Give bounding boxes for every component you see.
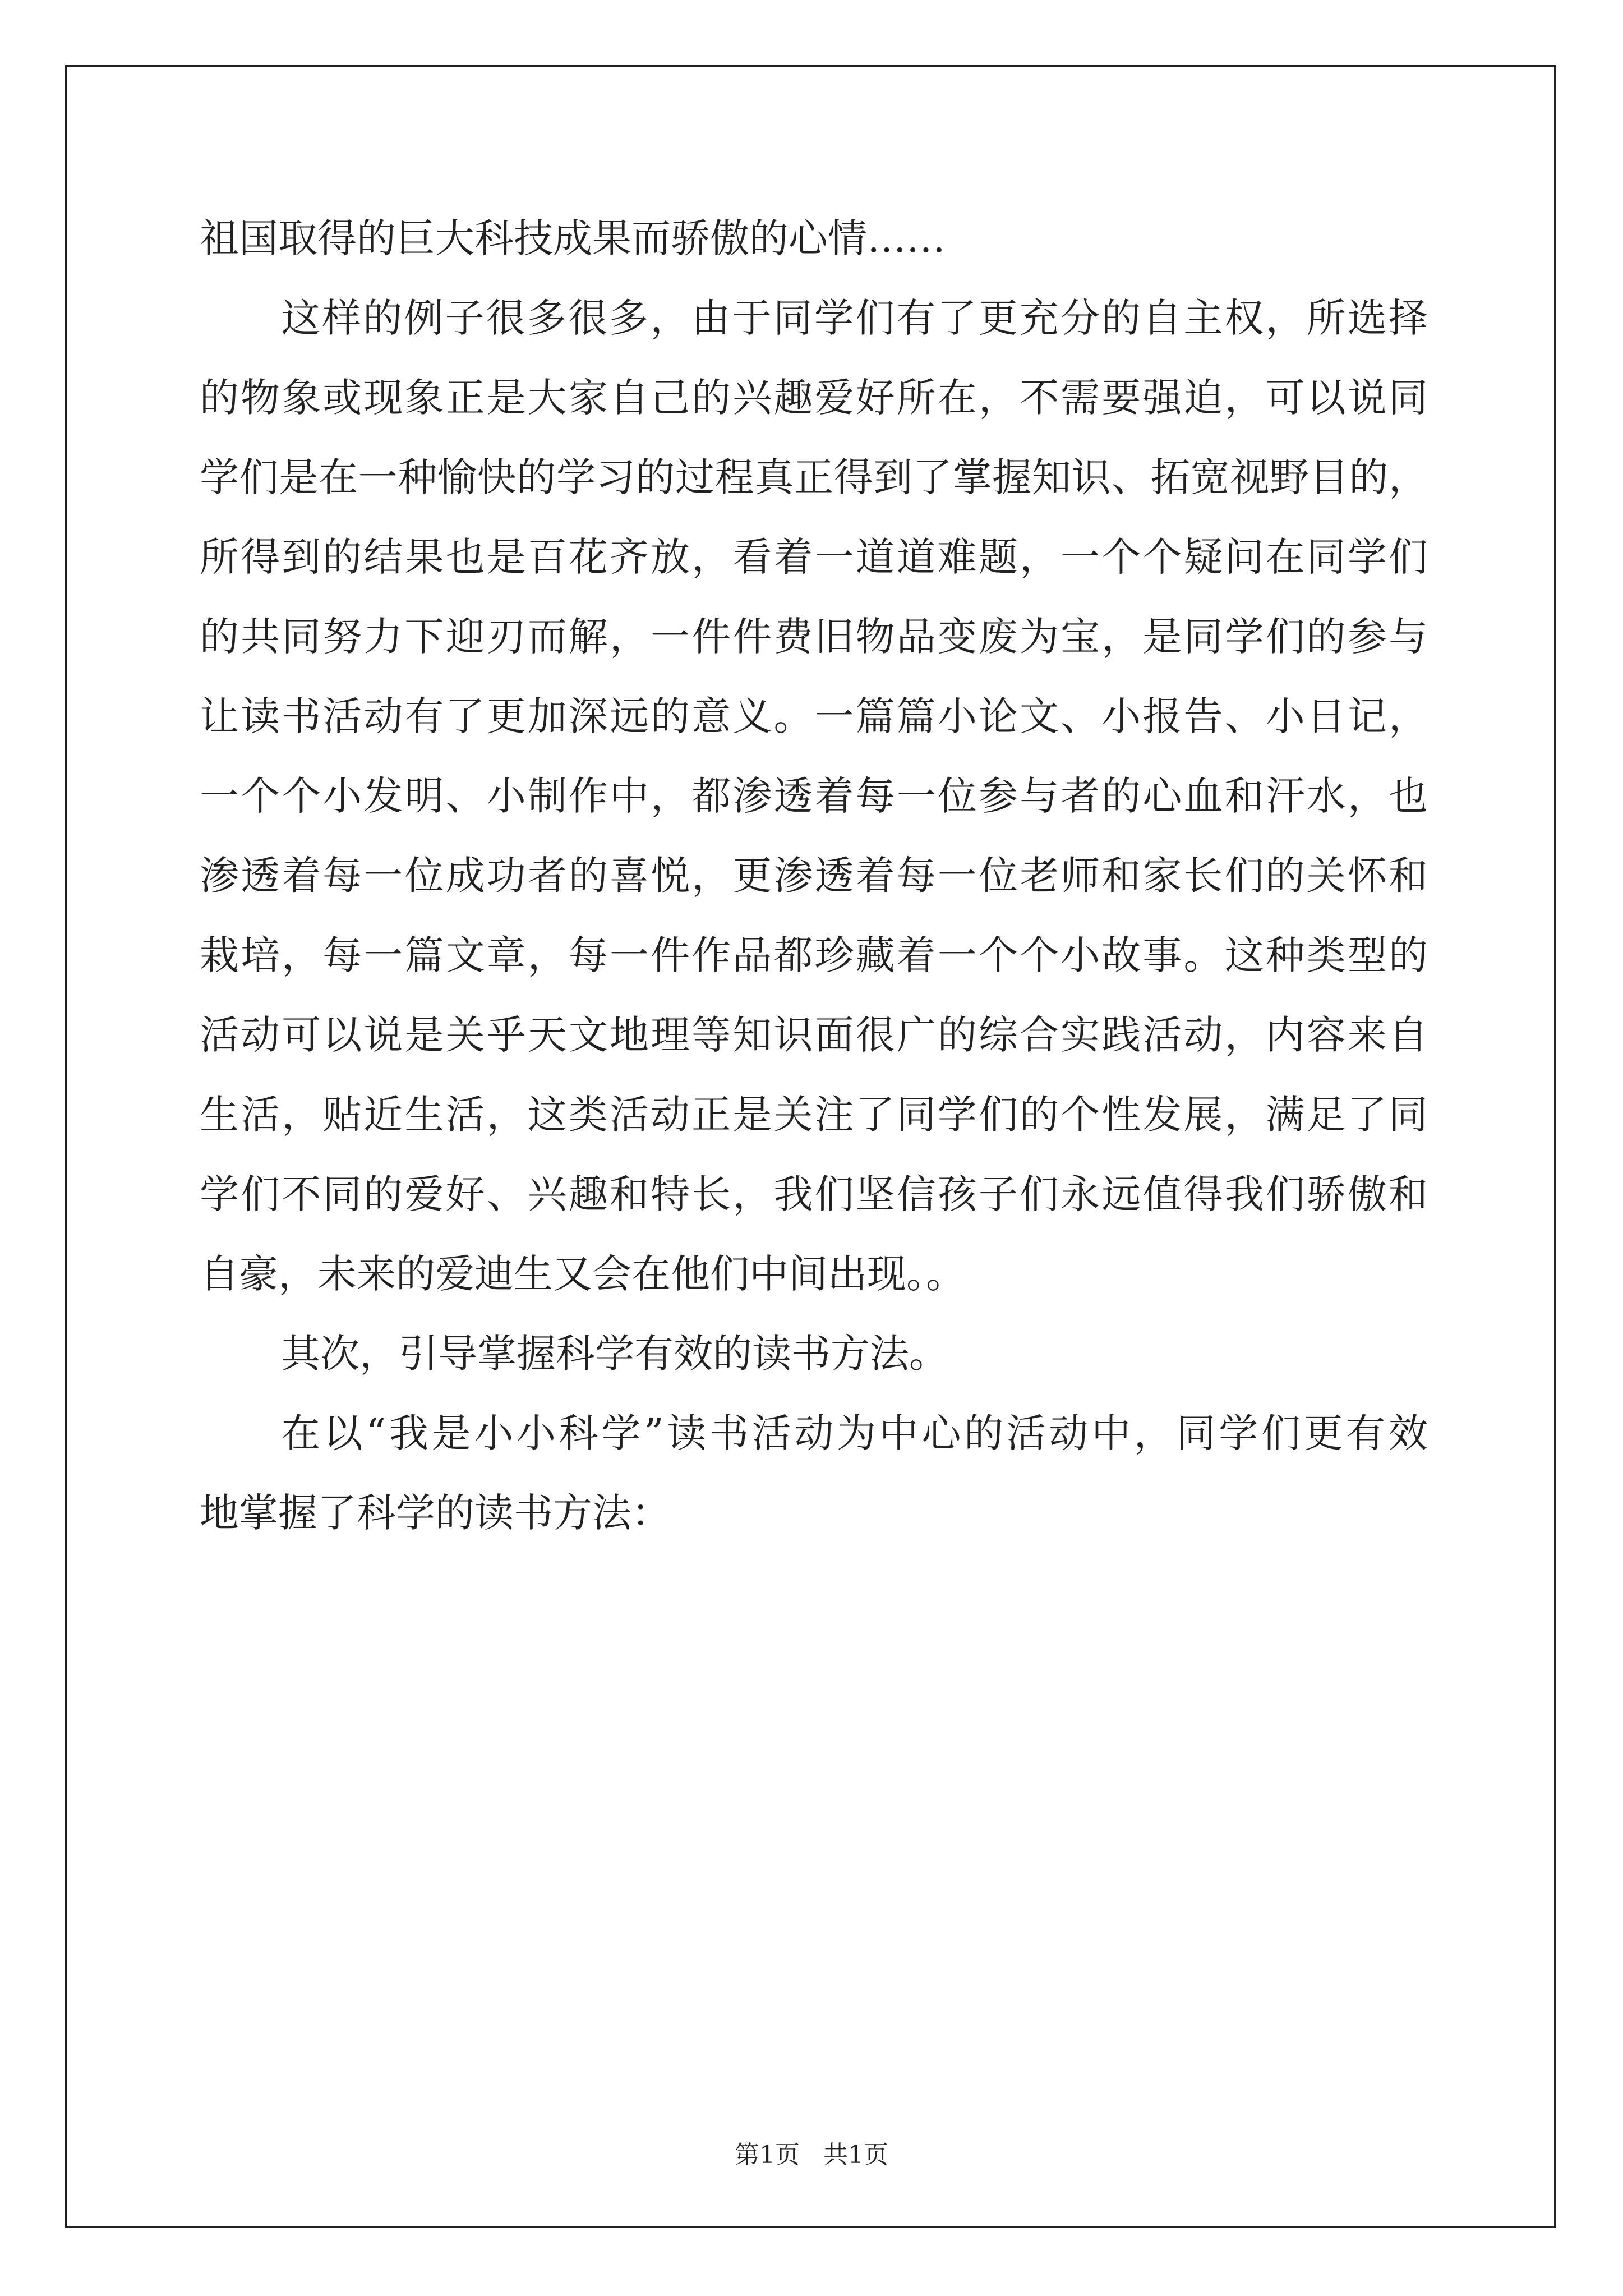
- paragraph-1-line-1: 祖国取得的巨大科技成果而骄傲的心情……: [200, 215, 946, 261]
- paragraph-2-line-3: 学们是在一种愉快的学习的过程真正得到了掌握知识、拓宽视野目的，: [200, 454, 1428, 500]
- paragraph-2-line-10: 活动可以说是关乎天文地理等知识面很广的综合实践活动，内容来自: [200, 1012, 1428, 1058]
- document-body: [200, 215, 1428, 1573]
- paragraph-2-line-11: 生活，贴近生活，这类活动正是关注了同学们的个性发展，满足了同: [200, 1092, 1428, 1138]
- paragraph-2-line-1: 这样的例子很多很多，由于同学们有了更充分的自主权，所选择: [281, 295, 1428, 341]
- paragraph-2-line-8: 渗透着每一位成功者的喜悦，更渗透着每一位老师和家长们的关怀和: [200, 853, 1428, 899]
- paragraph-2-line-9: 栽培，每一篇文章，每一件作品都珍藏着一个个小故事。这种类型的: [200, 932, 1428, 978]
- paragraph-2-line-4: 所得到的结果也是百花齐放，看着一道道难题，一个个疑问在同学们: [200, 534, 1428, 580]
- paragraph-2-line-2: 的物象或现象正是大家自己的兴趣爱好所在，不需要强迫，可以说同: [200, 375, 1428, 421]
- paragraph-2-line-5: 的共同努力下迎刃而解，一件件费旧物品变废为宝，是同学们的参与: [200, 614, 1428, 660]
- paragraph-2-line-12: 学们不同的爱好、兴趣和特长，我们坚信孩子们永远值得我们骄傲和: [200, 1171, 1428, 1217]
- paragraph-2-line-7: 一个个小发明、小制作中，都渗透着每一位参与者的心血和汗水，也: [200, 773, 1428, 819]
- paragraph-4-line-2: 地掌握了科学的读书方法：: [200, 1490, 671, 1536]
- paragraph-2-line-13: 自豪，未来的爱迪生又会在他们中间出现。。: [200, 1251, 965, 1297]
- page-footer: 第1页 共1页: [735, 2141, 888, 2169]
- paragraph-4-line-1: 在以“我是小小科学”读书活动为中心的活动中，同学们更有效: [281, 1410, 1428, 1456]
- paragraph-2-line-6: 让读书活动有了更加深远的意义。一篇篇小论文、小报告、小日记，: [200, 693, 1428, 739]
- paragraph-3-line-1: 其次，引导掌握科学有效的读书方法。: [281, 1331, 948, 1377]
